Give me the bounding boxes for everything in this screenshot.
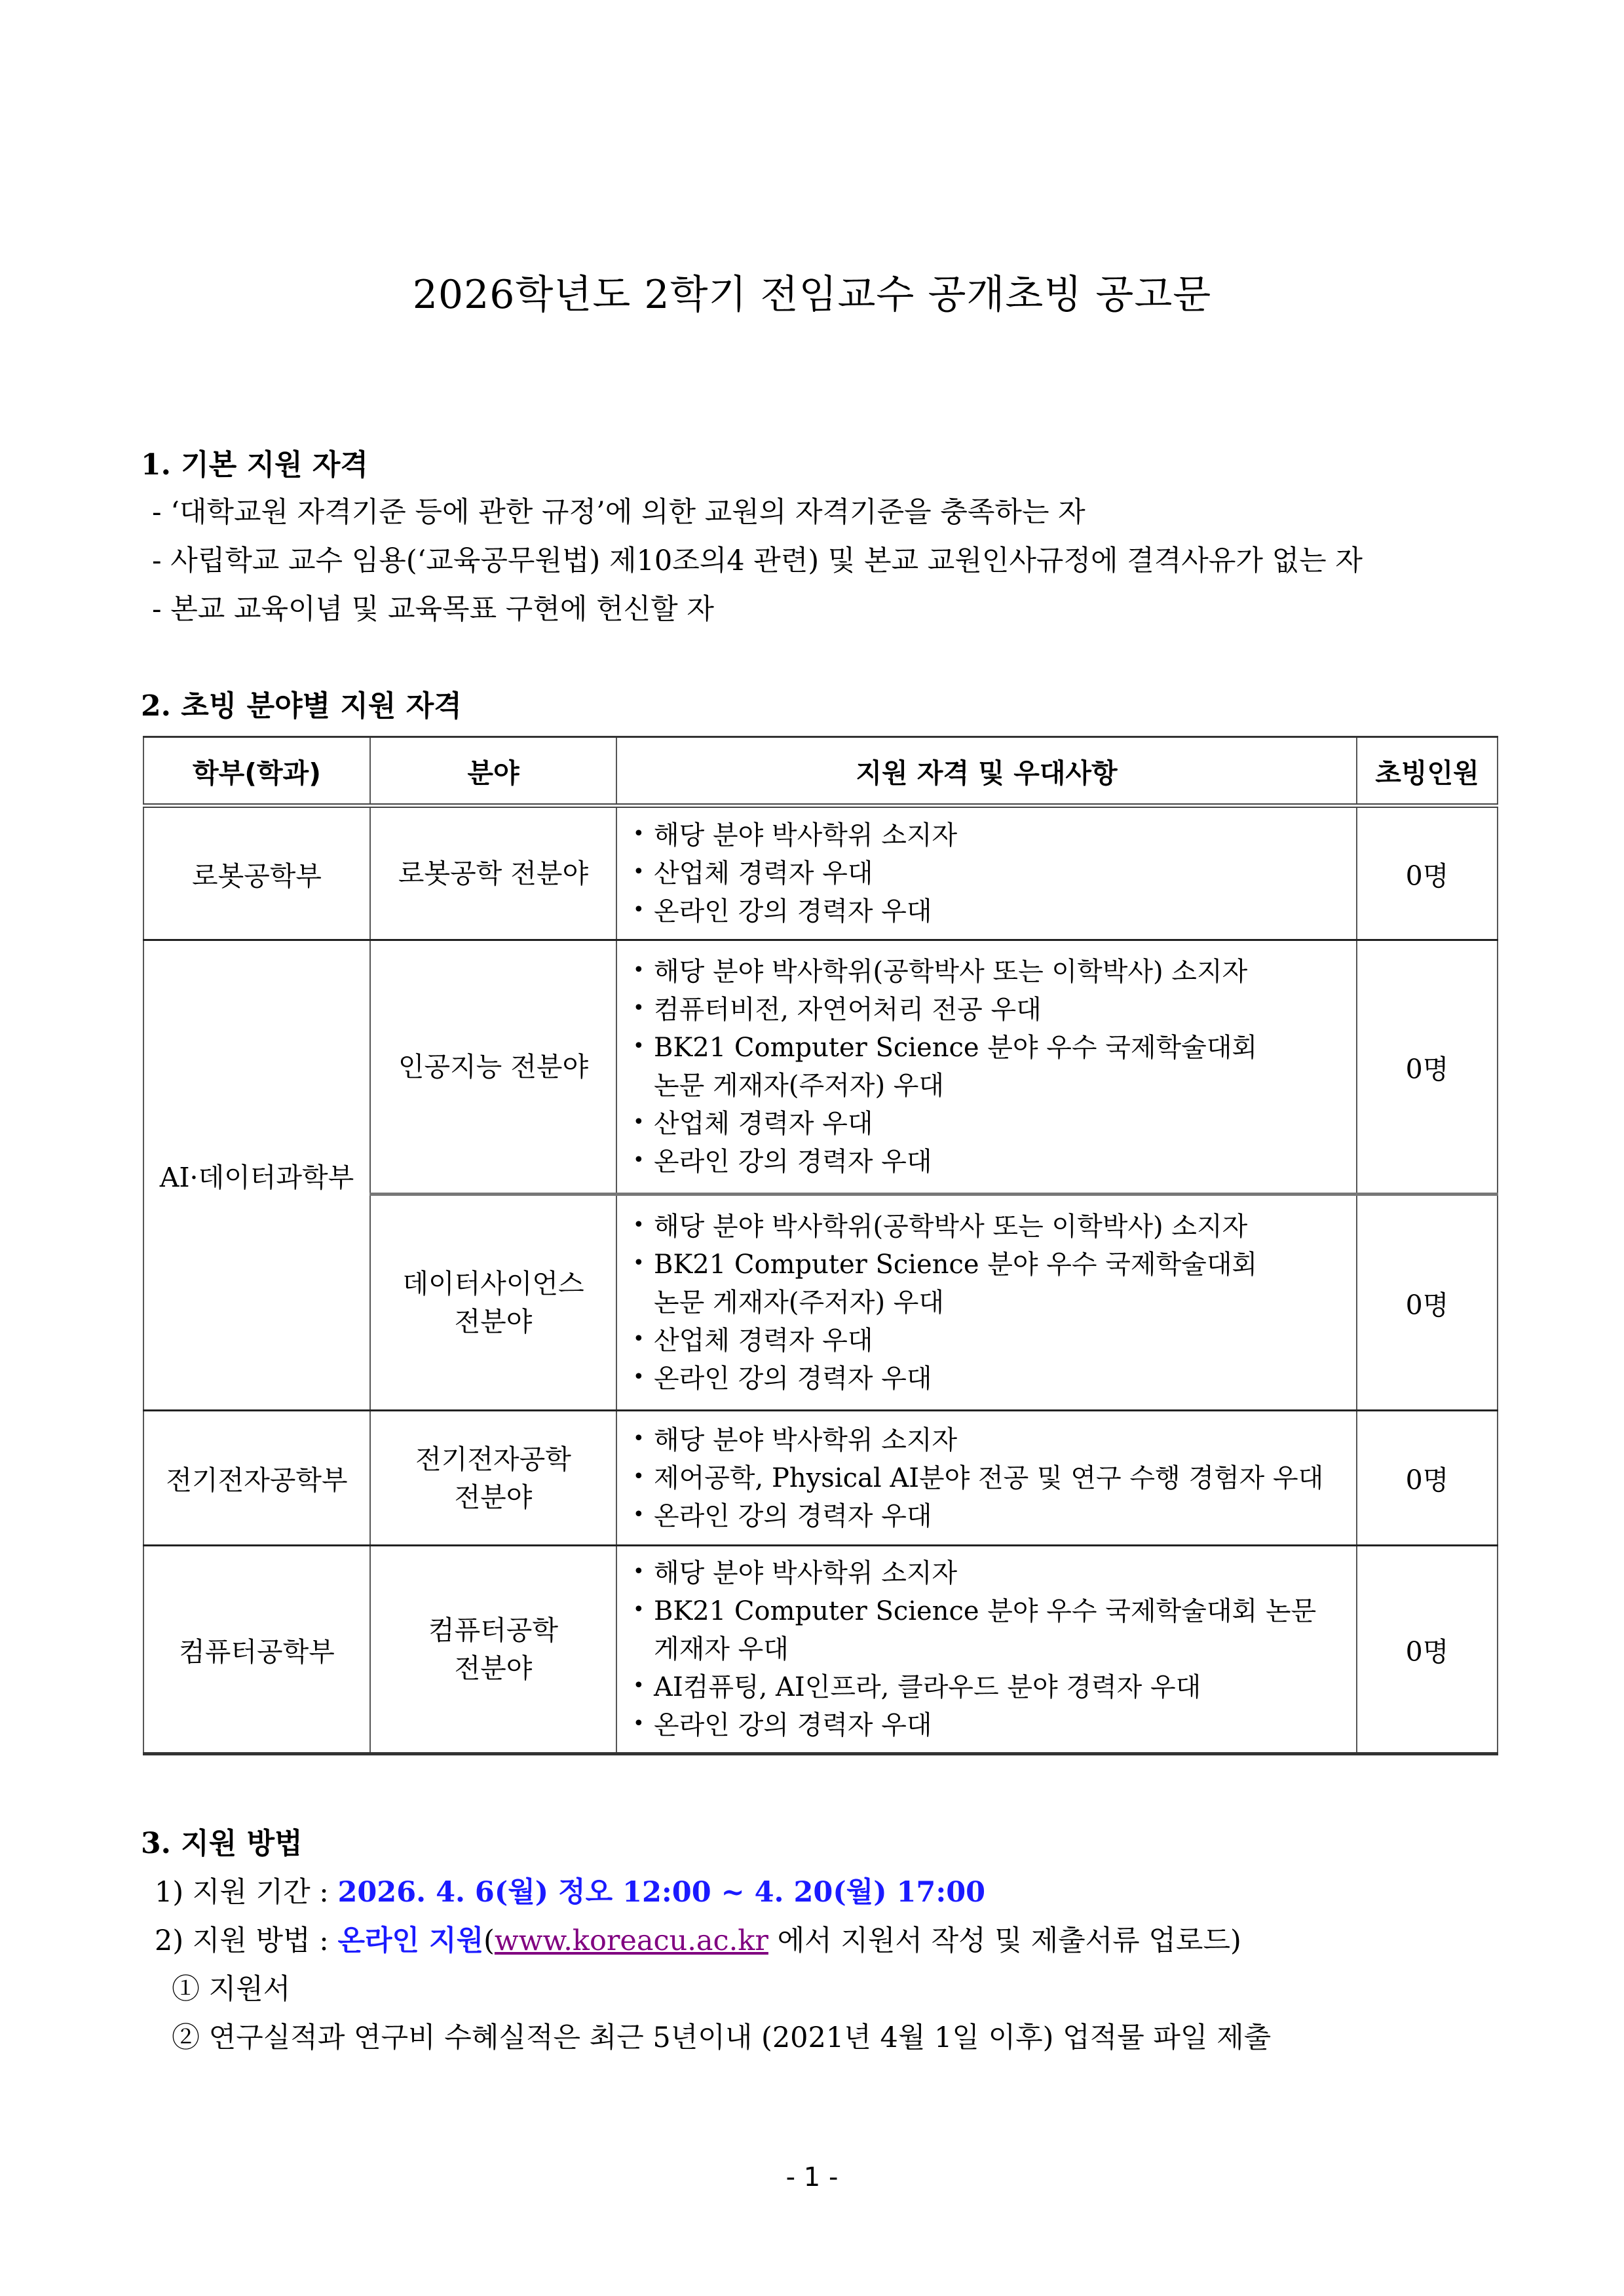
qualification-item-continued: 논문 게재자(주저자) 우대 [654,1071,945,1101]
application-website-link[interactable]: www.koreacu.ac.kr [494,1924,768,1957]
table-row [143,940,1498,1195]
header-field: 분야 [370,737,616,806]
field-line: 전분야 [454,1653,533,1684]
field-cell: 로봇공학 전분야 [370,806,616,940]
count-cell: 0명 [1357,1411,1498,1546]
document-title: 2026학년도 2학기 전임교수 공개초빙 공고문 [412,272,1212,318]
field-cell [370,1546,616,1754]
field-cell [370,1195,616,1411]
qualification-item: • 해당 분야 박사학위 소지자 [630,1421,1356,1459]
dept-cell: 전기전자공학부 [143,1411,370,1546]
qualifications-cell [616,1411,1357,1546]
count-cell: 0명 [1357,1546,1498,1754]
table-row [143,1411,1498,1546]
qualification-item: • 해당 분야 박사학위(공학박사 또는 이학박사) 소지자 [630,953,1356,991]
field-line: 전기전자공학 [415,1443,571,1475]
field-cell: 인공지능 전분야 [370,940,616,1195]
qualification-item: • AI컴퓨팅, AI인프라, 클라우드 분야 경력자 우대 [630,1668,1356,1706]
section1-item: - 본교 교육이념 및 교육목표 구현에 헌신할 자 [152,593,714,626]
header-dept: 학부(학과) [143,737,370,806]
qualification-item-continued: 게재자 우대 [654,1634,789,1664]
qualification-item: • 해당 분야 박사학위(공학박사 또는 이학박사) 소지자 [630,1208,1356,1246]
table-row [143,1546,1498,1754]
qualification-item: • BK21 Computer Science 분야 우수 국제학술대회 논문 [630,1592,1356,1630]
section2-heading: 2. 초빙 분야별 지원 자격 [141,689,462,723]
qualification-item-continued: 논문 게재자(주저자) 우대 [654,1288,945,1318]
qualifications-cell [616,1546,1357,1754]
application-period [155,1873,985,1912]
header-qualifications: 지원 자격 및 우대사항 [616,737,1357,806]
qualification-item: • 해당 분야 박사학위 소지자 [630,1554,1356,1592]
qualification-item: • 온라인 강의 경력자 우대 [630,892,1356,930]
paren-open: ( [483,1924,495,1957]
field-line: 전분야 [454,1306,533,1337]
qualification-item: • 제어공학, Physical AI분야 전공 및 연구 수행 경험자 우대 [630,1459,1356,1497]
qualification-item: • 산업체 경력자 우대 [630,1105,1356,1143]
qualification-item: • 해당 분야 박사학위 소지자 [630,816,1356,854]
count-cell: 0명 [1357,806,1498,940]
method-value: 온라인 지원 [337,1924,484,1957]
application-method [155,1921,1241,1961]
section1-item: - ‘대학교원 자격기준 등에 관한 규정’에 의한 교원의 자격기준을 충족하는 자 [152,496,1086,529]
required-doc-item: ① 지원서 [172,1973,291,2006]
section1-item: - 사립학교 교수 임용(‘교육공무원법) 제10조의4 관련) 및 본교 교원인사규정에 결격사유가 없는 자 [152,545,1363,577]
dept-cell: AI·데이터과학부 [143,940,370,1411]
section1-heading: 1. 기본 지원 자격 [141,448,368,482]
qualification-item: • BK21 Computer Science 분야 우수 국제학술대회 [630,1246,1356,1284]
qualification-item: • 온라인 강의 경력자 우대 [630,1497,1356,1535]
recruitment-table [143,736,1498,1755]
qualification-item: • 온라인 강의 경력자 우대 [630,1706,1356,1744]
period-value: 2026. 4. 6(월) 정오 12:00 ~ 4. 20(월) 17:00 [337,1876,986,1909]
dept-cell: 컴퓨터공학부 [143,1546,370,1754]
count-cell: 0명 [1357,1195,1498,1411]
page-number: - 1 - [785,2162,839,2192]
qualification-item: • 온라인 강의 경력자 우대 [630,1360,1356,1398]
qualifications-cell [616,806,1357,940]
field-line: 전분야 [454,1481,533,1513]
qualifications-cell [616,940,1357,1195]
qualification-item: • 온라인 강의 경력자 우대 [630,1143,1356,1181]
field-line: 컴퓨터공학 [428,1615,559,1646]
qualification-item: • BK21 Computer Science 분야 우수 국제학술대회 [630,1029,1356,1067]
qualifications-cell [616,1195,1357,1411]
section3-heading: 3. 지원 방법 [141,1827,303,1860]
required-doc-item: ② 연구실적과 연구비 수혜실적은 최근 5년이내 (2021년 4월 1일 이후) 업적물 파일 제출 [172,2021,1272,2054]
dept-cell: 로봇공학부 [143,806,370,940]
method-rest: 에서 지원서 작성 및 제출서류 업로드) [768,1924,1241,1957]
qualification-item: • 산업체 경력자 우대 [630,1322,1356,1360]
table-row [143,806,1498,940]
header-count: 초빙인원 [1357,737,1498,806]
method-label: 2) 지원 방법 : [155,1924,338,1957]
qualification-item: • 산업체 경력자 우대 [630,854,1356,892]
field-line: 데이터사이언스 [402,1268,584,1299]
table-header-row [143,737,1498,806]
count-cell: 0명 [1357,940,1498,1195]
period-label: 1) 지원 기간 : [155,1876,338,1909]
qualification-item: • 컴퓨터비전, 자연어처리 전공 우대 [630,991,1356,1029]
field-cell [370,1411,616,1546]
